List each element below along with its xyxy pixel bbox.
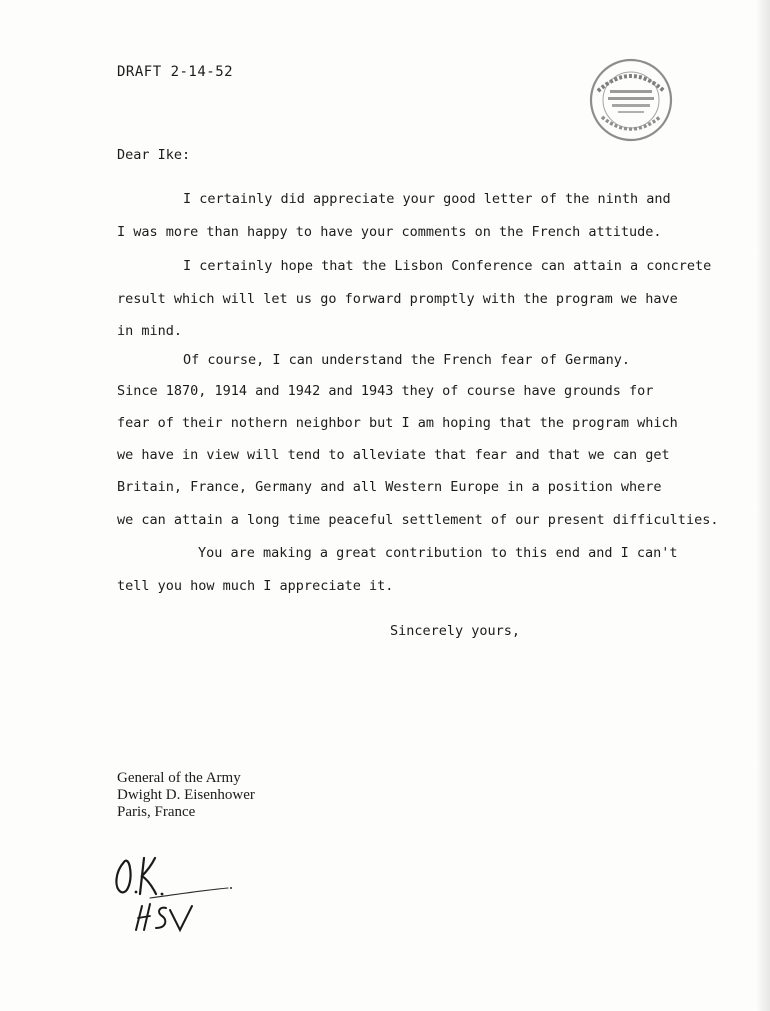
body-line: I certainly hope that the Lisbon Conference can attain a concrete [183, 258, 712, 274]
body-line: tell you how much I appreciate it. [117, 578, 394, 594]
body-line: I certainly did appreciate your good letter of the ninth and [183, 191, 671, 207]
body-line: Since 1870, 1914 and 1942 and 1943 they of course have grounds for [117, 383, 654, 399]
closing: Sincerely yours, [390, 623, 521, 639]
addressee-line: General of the Army [117, 770, 241, 786]
body-line: Britain, France, Germany and all Western Europe in a position where [117, 479, 662, 495]
handwritten-ok-hst-icon [110, 850, 240, 940]
page-edge-shadow [756, 0, 770, 1011]
body-line: I was more than happy to have your comments on the French attitude. [117, 224, 662, 240]
body-line: Of course, I can understand the French fear of Germany. [183, 352, 631, 368]
body-line: we have in view will tend to alleviate that fear and that we can get [117, 447, 670, 463]
addressee-line: Paris, France [117, 804, 196, 820]
body-line: in mind. [117, 323, 183, 339]
salutation: Dear Ike: [117, 147, 191, 163]
archive-stamp-icon [588, 57, 674, 143]
body-line: result which will let us go forward promptly with the program we have [117, 291, 678, 307]
body-line: You are making a great contribution to this end and I can't [198, 545, 678, 561]
draft-label: DRAFT 2-14-52 [117, 64, 234, 80]
body-line: we can attain a long time peaceful settlement of our present difficulties. [117, 512, 719, 528]
addressee-line: Dwight D. Eisenhower [117, 787, 255, 803]
body-line: fear of their nothern neighbor but I am hoping that the program which [117, 415, 678, 431]
